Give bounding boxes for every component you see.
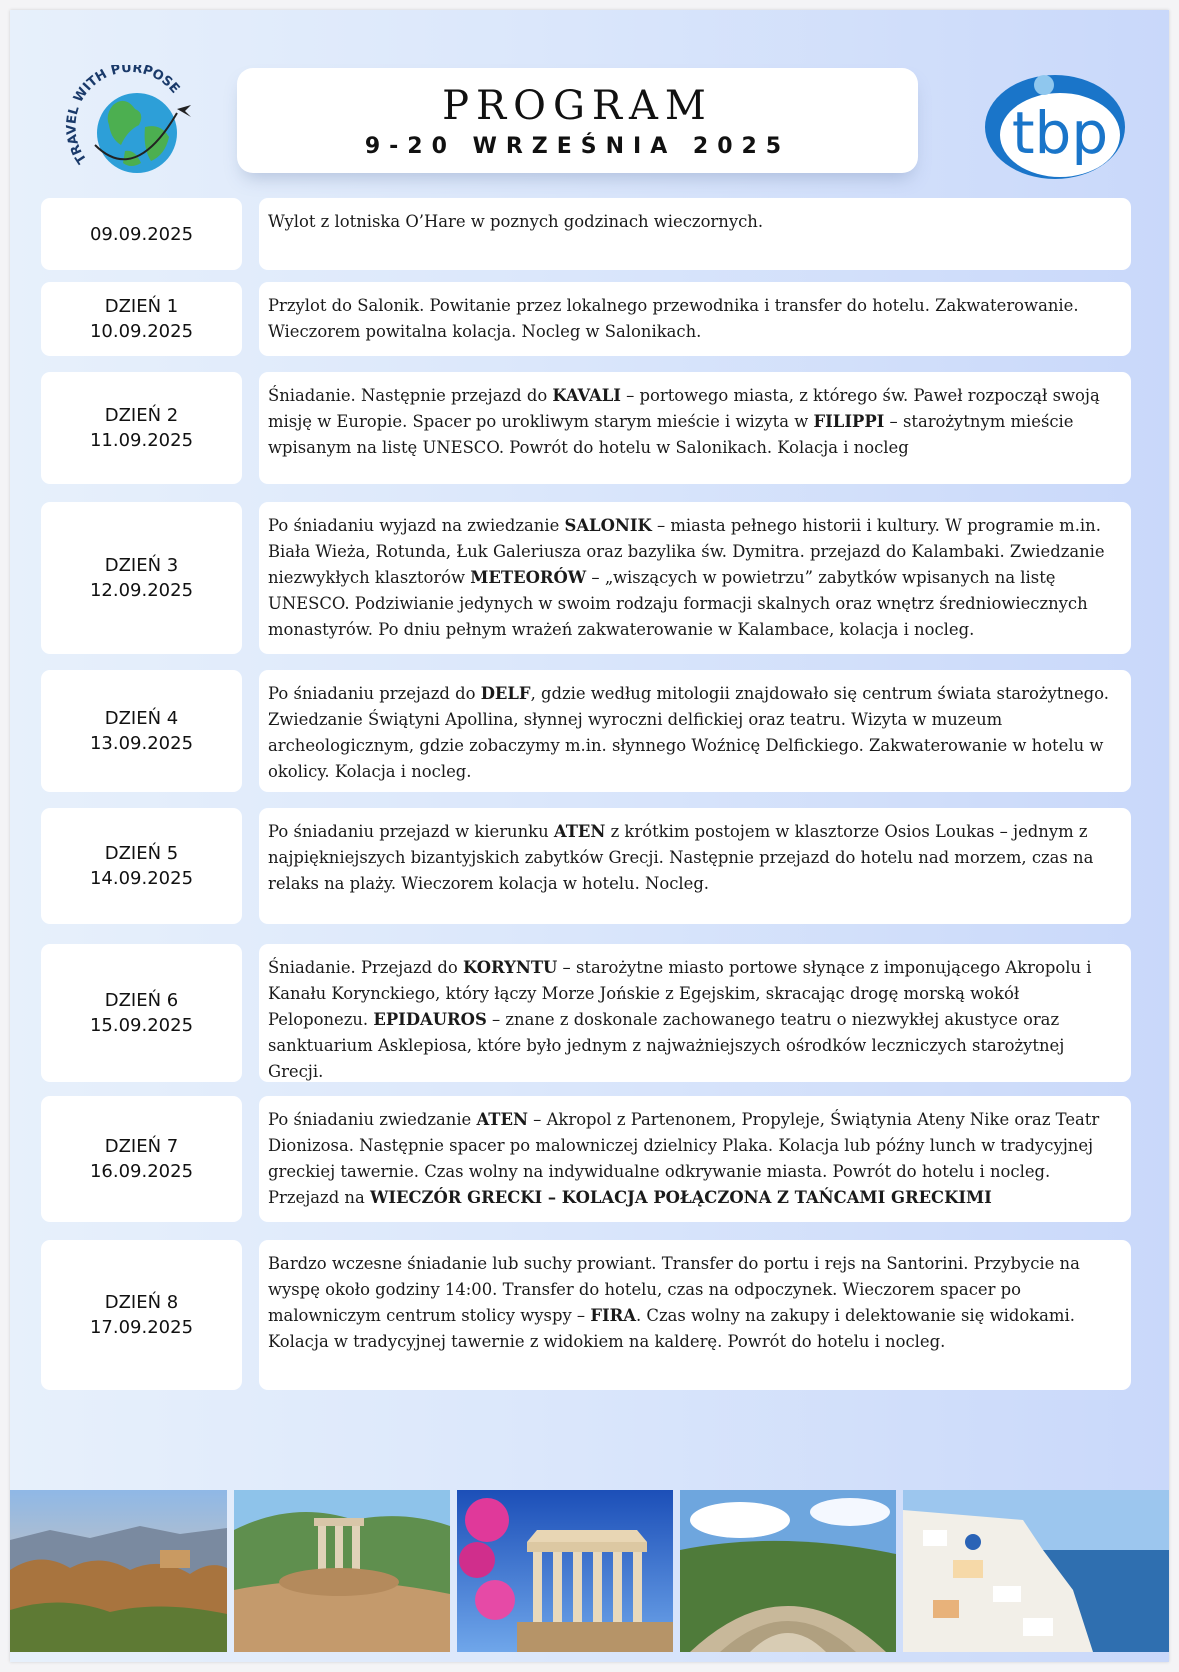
tbp-logo <box>980 65 1130 185</box>
photo-strip <box>10 1490 1169 1662</box>
day-description <box>259 944 1131 1082</box>
delphi-tholos-photo <box>234 1490 450 1652</box>
description-text: – starożytne miasto portowe słynące z imponującego Akropolu i Kanału Korynckiego, który łączy Morze Jońskie z Egejskim, skracając drogę morską wokół Peloponezu. <box>268 958 1092 1029</box>
day-date: 14.09.2025 <box>89 868 194 889</box>
day-date-card <box>41 1240 242 1390</box>
description-text: – miasta pełnego historii i kultury. W programie m.in. Biała Wieża, Rotunda, Łuk Galeriusza oraz bazylika św. Dymitra. przejazd do Kalambaki. Zwiedzanie niezwykłych klasztorów <box>268 516 1105 587</box>
day-date-card <box>41 808 242 924</box>
description-text: – znane z doskonale zachowanego teatru o niezwykłej akustyce oraz sanktuarium Asklepiosa, które było jednym z najważniejszych ośrodków leczniczych starożytnej Grecji. <box>268 1010 1065 1081</box>
highlight-place: DELF <box>480 684 531 703</box>
day-description <box>259 372 1131 484</box>
day-description <box>259 282 1131 356</box>
day-date-card <box>41 944 242 1082</box>
highlight-place: EPIDAUROS <box>373 1010 487 1029</box>
highlight-place: FIRA <box>590 1306 636 1325</box>
description-text: Po śniadaniu przejazd do <box>268 684 481 703</box>
day-description <box>259 670 1131 792</box>
description-text: Wylot z lotniska O’Hare w poznych godzinach wieczornych. <box>268 212 764 231</box>
highlight-place: ATEN <box>553 822 606 841</box>
logo-right-text: tbp <box>1011 99 1109 167</box>
description-text: Po śniadaniu zwiedzanie <box>268 1110 477 1129</box>
description-text: Bardzo wczesne śniadanie lub suchy prowiant. Transfer do portu i rejs na Santorini. Przybycie na wyspę około godziny 14:00. Transfer do hotelu, czas na odpoczynek. Wieczorem spacer po malowniczym centrum stolicy wyspy – <box>268 1254 1080 1325</box>
day-date: 11.09.2025 <box>89 430 194 451</box>
day-date-card <box>41 282 242 356</box>
day-date: 09.09.2025 <box>89 223 194 245</box>
day-date-card <box>41 372 242 484</box>
highlight-place: SALONIK <box>564 516 652 535</box>
day-description <box>259 1096 1131 1222</box>
description-text: – starożytnym mieście wpisanym na listę UNESCO. Powrót do hotelu w Salonikach. Kolacja i nocleg <box>268 412 1074 457</box>
description-text: , gdzie według mitologii znajdowało się centrum świata starożytnego. Zwiedzanie Świątyni Apollina, słynnej wyroczni delfickiej oraz teatru. Wizyta w muzeum archeologicznym, gdzie zobaczymy m.in. słynnego Woźnicę Delfickiego. Zakwaterowanie w hotelu w okolicy. Kolacja i nocleg. <box>268 684 1109 781</box>
day-date: 13.09.2025 <box>89 733 194 754</box>
highlight-place: METEORÓW <box>470 568 587 587</box>
day-description <box>259 1240 1131 1390</box>
day-label: DZIEŃ 2 <box>104 405 179 426</box>
day-label: DZIEŃ 5 <box>104 843 179 864</box>
day-description <box>259 808 1131 924</box>
day-label: DZIEŃ 1 <box>104 296 179 317</box>
description-text: – portowego miasta, z którego św. Paweł rozpoczął swoją misję w Europie. Spacer po urokliwym starym mieście i wizyta w <box>268 386 1100 431</box>
description-text: Po śniadaniu wyjazd na zwiedzanie <box>268 516 565 535</box>
epidaurus-theater-photo <box>680 1490 896 1652</box>
description-text: . Czas wolny na zakupy i delektowanie się widokami. Kolacja w tradycyjnej tawernie z widokiem na kalderę. Powrót do hotelu i nocleg. <box>268 1306 1075 1351</box>
description-text: Przylot do Salonik. Powitanie przez lokalnego przewodnika i transfer do hotelu. Zakwaterowanie. Wieczorem powitalna kolacja. Nocleg w Salonikach. <box>268 296 1079 341</box>
day-date: 15.09.2025 <box>89 1015 194 1036</box>
day-date-card <box>41 670 242 792</box>
day-date: 16.09.2025 <box>89 1161 194 1182</box>
description-text: – „wiszących w powietrzu” zabytków wpisanych na listę UNESCO. Podziwianie jedynych w swoim rodzaju formacji skalnych oraz wnętrz średniowiecznych monastyrów. Po dniu pełnym wrażeń zakwaterowanie w Kalambace, kolacja i nocleg. <box>268 568 1088 639</box>
day-date-card <box>41 1096 242 1222</box>
logo-left-text: TRAVEL WITH PURPOSE <box>65 65 183 167</box>
parthenon-photo <box>457 1490 673 1652</box>
day-label: DZIEŃ 6 <box>104 990 179 1011</box>
day-date: 17.09.2025 <box>89 1317 194 1338</box>
day-label: DZIEŃ 8 <box>104 1292 179 1313</box>
program-page <box>10 10 1169 1662</box>
day-label: DZIEŃ 7 <box>104 1136 179 1157</box>
description-text: Śniadanie. Przejazd do <box>268 958 463 977</box>
highlight-place: FILIPPI <box>813 412 885 431</box>
description-text: Śniadanie. Następnie przejazd do <box>268 386 553 405</box>
highlight-place: WIECZÓR GRECKI – KOLACJA POŁĄCZONA Z TAŃCAMI GRECKIMI <box>369 1188 992 1207</box>
day-description <box>259 502 1131 654</box>
program-header <box>237 68 918 173</box>
day-date: 10.09.2025 <box>89 321 194 342</box>
highlight-place: ATEN <box>476 1110 528 1129</box>
day-description <box>259 198 1131 270</box>
travel-with-purpose-logo <box>65 65 205 185</box>
highlight-place: KORYNTU <box>462 958 558 977</box>
description-text: z krótkim postojem w klasztorze Osios Loukas – jednym z najpiękniejszych bizantyjskich zabytków Grecji. Następnie przejazd do hotelu nad morzem, czas na relaks na plaży. Wieczorem kolacja w hotelu. Nocleg. <box>268 822 1094 893</box>
day-label: DZIEŃ 4 <box>104 708 179 729</box>
santorini-photo <box>903 1490 1169 1652</box>
meteora-photo <box>10 1490 227 1652</box>
day-date-card <box>41 502 242 654</box>
description-text: – Akropol z Partenonem, Propyleje, Świątynia Ateny Nike oraz Teatr Dionizosa. Następnie spacer po malowniczej dzielnicy Plaka. Kolacja lub późny lunch w tradycyjnej greckiej tawernie. Czas wolny na indywidualne odkrywanie miasta. Powrót do hotelu i nocleg. Przejazd na <box>268 1110 1100 1207</box>
highlight-place: KAVALI <box>552 386 621 405</box>
day-label: DZIEŃ 3 <box>104 555 179 576</box>
page-title: PROGRAM <box>442 83 713 129</box>
day-date-card <box>41 198 242 270</box>
trip-dates: 9-20 WRZEŚNIA 2025 <box>364 134 791 159</box>
description-text: Po śniadaniu przejazd w kierunku <box>268 822 554 841</box>
day-date: 12.09.2025 <box>89 580 194 601</box>
